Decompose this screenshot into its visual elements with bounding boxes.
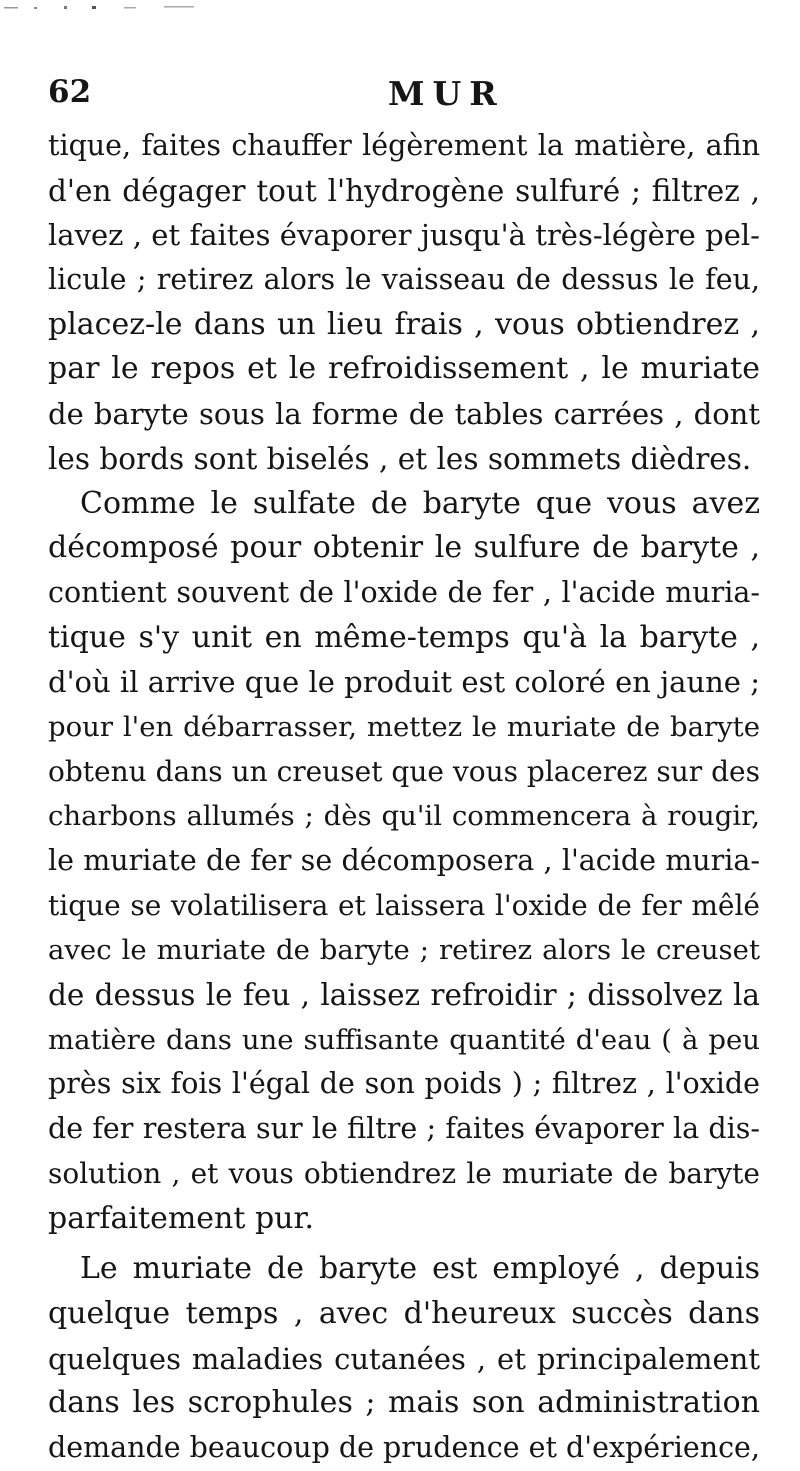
scan-specks — [4, 2, 204, 12]
text-line: les bords sont biselés , et les sommets dièdres. — [48, 441, 752, 476]
body-text — [48, 124, 760, 1471]
text-line: matière dans une suffisante quantité d'eau ( à peu — [48, 1023, 760, 1056]
text-line: quelques maladies cutanées , et principalement — [48, 1341, 760, 1376]
text-line: placez-le dans un lieu frais , vous obtiendrez , — [48, 306, 760, 342]
paragraph-3 — [48, 1247, 760, 1470]
text-line: quelque temps , avec d'heureux succès dans — [48, 1295, 760, 1331]
text-line: près six fois l'égal de son poids ) ; filtrez , l'oxide — [48, 1067, 760, 1101]
text-line: tique, faites chauffer légèrement la matière, afin — [48, 129, 760, 162]
text-line: dans les scrophules ; mais son administration — [48, 1385, 760, 1421]
text-line: charbons allumés ; dès qu'il commencera à rougir, — [48, 800, 760, 833]
page-number: 62 — [48, 74, 92, 110]
text-line: contient souvent de l'oxide de fer , l'acide muria- — [48, 575, 760, 609]
text-line: pour l'en débarrasser, mettez le muriate de baryte — [48, 710, 760, 743]
text-line: Le muriate de baryte est employé , depuis — [80, 1251, 760, 1287]
text-line: de fer restera sur le filtre ; faites évaporer la dis- — [48, 1112, 760, 1146]
text-line: tique se volatilisera et laissera l'oxide de fer mêlé — [48, 888, 760, 922]
running-head: MUR — [388, 74, 505, 113]
text-line: tique s'y unit en même-temps qu'à la baryte , — [48, 619, 760, 655]
page-header — [48, 74, 760, 114]
paragraph-1 — [48, 124, 760, 482]
paragraph-2 — [48, 482, 760, 1242]
text-line: demande beaucoup de prudence et d'expérience, — [48, 1430, 760, 1464]
text-line: lavez , et faites évaporer jusqu'à très-légère pel- — [48, 218, 760, 253]
text-line: solution , et vous obtiendrez le muriate de baryte — [48, 1156, 760, 1190]
text-line: d'en dégager tout l'hydrogène sulfuré ; filtrez , — [48, 173, 760, 208]
text-line: de dessus le feu , laissez refroidir ; dissolvez la — [48, 978, 760, 1013]
text-line: le muriate de fer se décomposera , l'acide muria- — [48, 844, 760, 877]
text-line: obtenu dans un creuset que vous placerez sur des — [48, 754, 760, 788]
text-line: d'où il arrive que le produit est coloré en jaune ; — [48, 665, 760, 700]
text-line: décomposé pour obtenir le sulfure de baryte , — [48, 530, 760, 566]
text-line: licule ; retirez alors le vaisseau de dessus le feu, — [48, 263, 760, 297]
text-line: parfaitement pur. — [48, 1200, 315, 1236]
text-line: Comme le sulfate de baryte que vous avez — [80, 485, 760, 521]
text-line: avec le muriate de baryte ; retirez alors le creuset — [48, 934, 760, 967]
text-line: par le repos et le refroidissement , le muriate — [48, 351, 760, 387]
text-line: de baryte sous la forme de tables carrées , dont — [48, 397, 760, 432]
